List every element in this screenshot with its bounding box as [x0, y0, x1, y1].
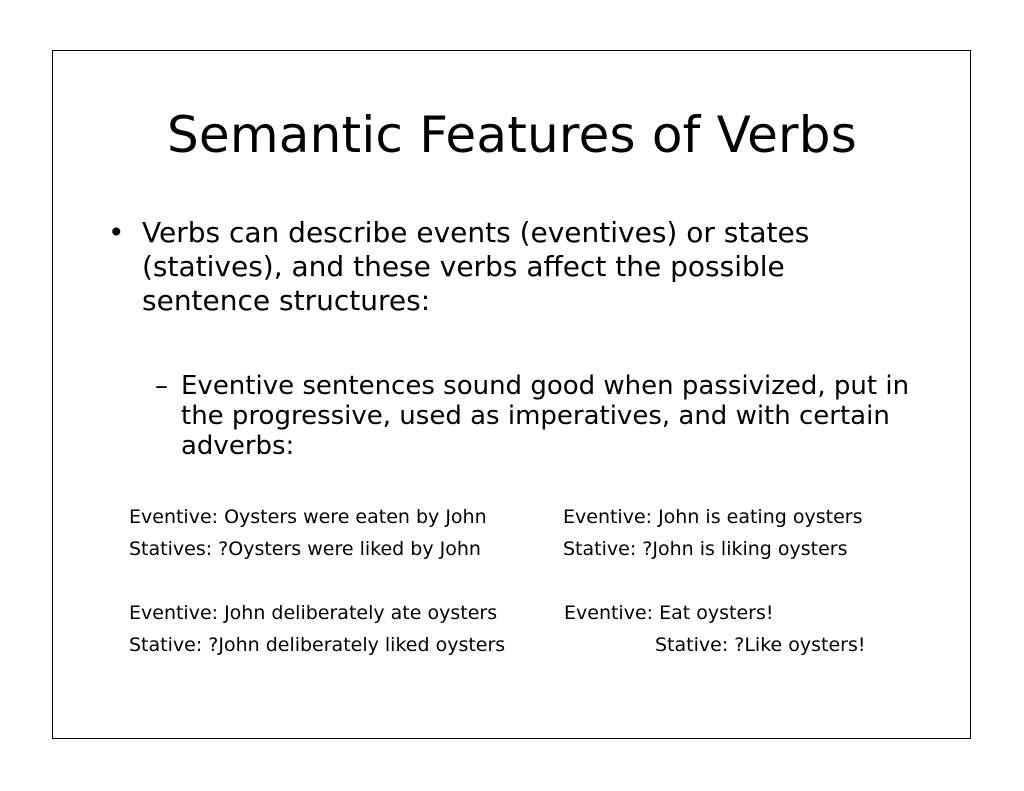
- bullet-marker: •: [108, 216, 125, 249]
- example-eventive-imperative: Eventive: Eat oysters!: [564, 602, 774, 624]
- example-stative-passive: Statives: ?Oysters were liked by John: [129, 538, 481, 560]
- sub-bullet-text: Eventive sentences sound good when passivized, put in the progressive, used as imperatives, and with certain adverbs:: [181, 371, 910, 461]
- sub-bullet-marker: –: [155, 371, 168, 401]
- bullet-text: Verbs can describe events (eventives) or states (statives), and these verbs affect the possible sentence structures:: [142, 216, 810, 317]
- example-stative-adverb: Stative: ?John deliberately liked oysters: [129, 634, 506, 656]
- example-eventive-passive: Eventive: Oysters were eaten by John: [129, 506, 487, 528]
- example-eventive-progressive: Eventive: John is eating oysters: [563, 506, 863, 528]
- example-stative-imperative: Stative: ?Like oysters!: [655, 634, 866, 656]
- example-stative-progressive: Stative: ?John is liking oysters: [563, 538, 848, 560]
- example-eventive-adverb: Eventive: John deliberately ate oysters: [129, 602, 498, 624]
- slide-title: Semantic Features of Verbs: [166, 106, 857, 164]
